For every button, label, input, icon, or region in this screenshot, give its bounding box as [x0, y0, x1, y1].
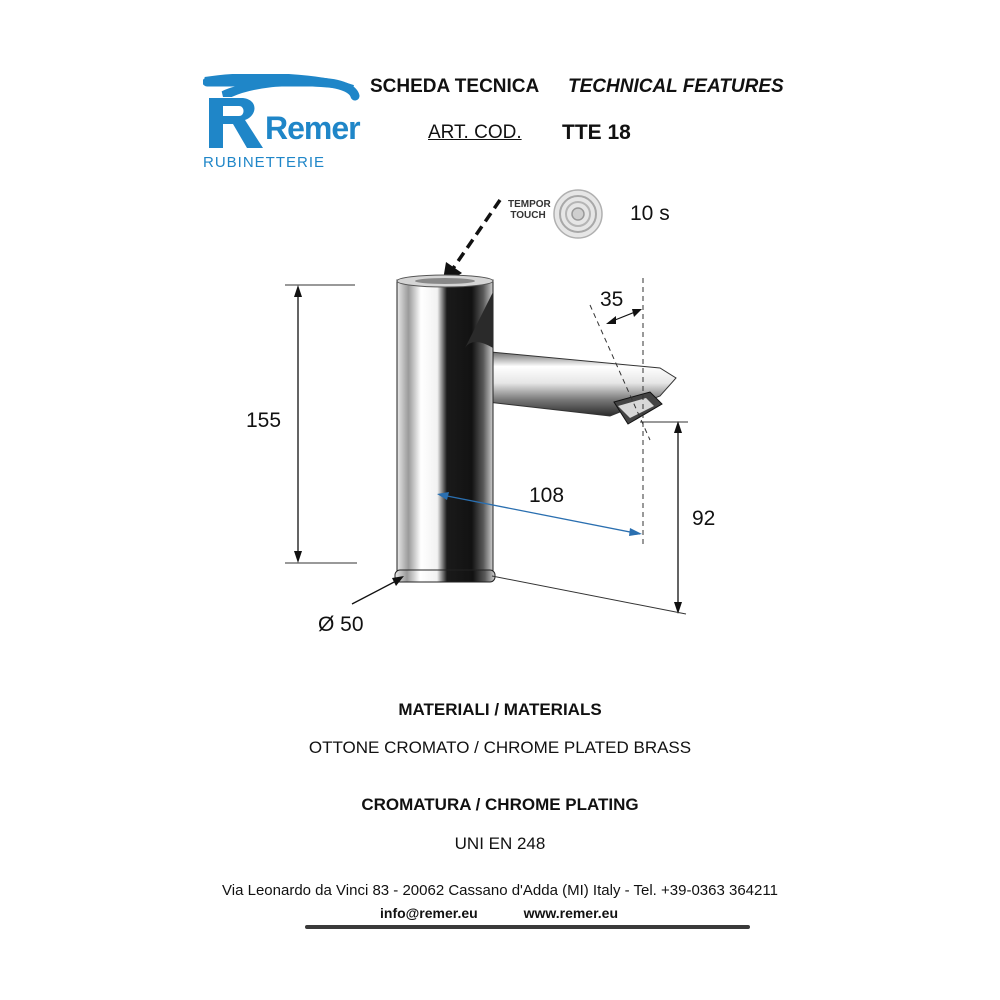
- footer-divider: [305, 925, 750, 929]
- dimension-height-lines: [285, 285, 357, 563]
- dimension-spout-height-lines: [492, 421, 688, 614]
- website-link[interactable]: www.remer.eu: [523, 905, 618, 921]
- article-code: TTE 18: [562, 121, 631, 144]
- title-italian: SCHEDA TECNICA: [370, 76, 540, 97]
- tempor-touch-icon: [554, 190, 602, 238]
- footer-links: [380, 905, 660, 921]
- materials-title: MATERIALI / MATERIALS: [398, 700, 602, 719]
- faucet-body: [395, 275, 495, 582]
- dimension-diameter: Ø 50: [318, 613, 364, 636]
- dimension-diameter-leader: [352, 576, 404, 604]
- touch-arrow: [452, 200, 500, 270]
- email-link[interactable]: info@remer.eu: [380, 905, 478, 921]
- dimension-height: 155: [246, 409, 282, 432]
- touch-label: TOUCH: [510, 210, 546, 221]
- logo-subtext: RUBINETTERIE: [203, 154, 326, 171]
- title-english: TECHNICAL FEATURES: [568, 76, 784, 97]
- materials-value: OTTONE CROMATO / CHROME PLATED BRASS: [308, 738, 692, 757]
- timer-value: 10 s: [630, 202, 670, 225]
- dimension-spout-height: 92: [692, 507, 716, 530]
- tempor-label: TEMPOR: [508, 199, 551, 210]
- plating-value: UNI EN 248: [454, 834, 546, 853]
- plating-title: CROMATURA / CHROME PLATING: [361, 795, 639, 814]
- article-code-label: ART. COD.: [428, 122, 522, 143]
- company-address: Via Leonardo da Vinci 83 - 20062 Cassano d'Adda (MI) Italy - Tel. +39-0363 364211: [222, 882, 778, 899]
- dimension-reach: 108: [529, 484, 565, 507]
- logo-wordmark: Remer: [265, 110, 360, 146]
- tempor-touch-label: [508, 199, 551, 221]
- dimension-spout-angle: 35: [600, 288, 624, 311]
